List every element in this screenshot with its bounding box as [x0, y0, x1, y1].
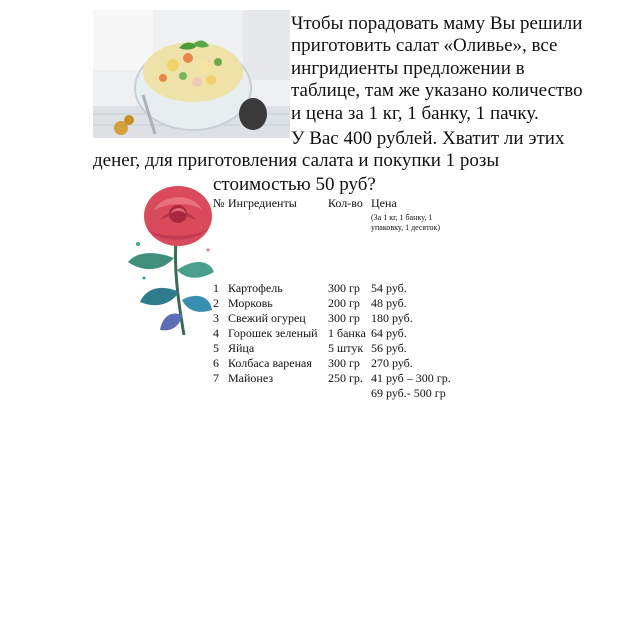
row-name: Картофель [228, 281, 283, 295]
table-row [213, 296, 461, 311]
row-num: 6 [213, 356, 219, 370]
header-price [371, 196, 461, 233]
intro-line: приготовить салат «Оливье», все [291, 35, 558, 56]
table-spacer [213, 233, 461, 281]
row-num: 7 [213, 371, 219, 385]
row-qty: 200 гр [328, 296, 360, 310]
row-price-line: 69 руб.- 500 гр [371, 386, 446, 400]
table-row [213, 341, 461, 356]
header-name: Ингредиенты [228, 196, 297, 210]
intro-line: стоимостью 50 руб? [213, 174, 376, 195]
row-name: Майонез [228, 371, 274, 385]
ingredients-table [213, 196, 461, 401]
row-num: 1 [213, 281, 219, 295]
header-num: № [213, 196, 225, 210]
row-qty: 1 банка [328, 326, 366, 340]
row-price: 54 руб. [371, 281, 407, 295]
intro-line: денег, для приготовления салата и покупки 1 розы [93, 150, 500, 171]
row-price: 48 руб. [371, 296, 407, 310]
row-num: 4 [213, 326, 219, 340]
salad-photo [93, 10, 290, 138]
table-header-row [213, 196, 461, 233]
table-row [213, 356, 461, 371]
intro-line: У Вас 400 рублей. Хватит ли этих [291, 128, 565, 149]
header-price-note: (За 1 кг, 1 банку, 1 упаковку, 1 десяток) [371, 213, 441, 232]
header-price-label: Цена [371, 196, 397, 210]
header-qty: Кол-во [328, 196, 363, 210]
row-qty: 5 штук [328, 341, 364, 355]
row-name: Колбаса вареная [228, 356, 312, 370]
rose-illustration [124, 180, 216, 340]
row-num: 2 [213, 296, 219, 310]
row-price: 56 руб. [371, 341, 407, 355]
row-qty: 300 гр [328, 356, 360, 370]
table-row [213, 281, 461, 296]
row-name: Морковь [228, 296, 273, 310]
row-name: Яйца [228, 341, 255, 355]
intro-line: и цена за 1 кг, 1 банку, 1 пачку. [291, 103, 539, 124]
row-price-line: 41 руб – 300 гр. [371, 371, 451, 385]
row-price: 270 руб. [371, 356, 413, 370]
table-row [213, 311, 461, 326]
table-row [213, 371, 461, 401]
row-qty: 250 гр. [328, 371, 363, 385]
intro-line: ингридиенты предложении в [291, 58, 525, 79]
row-num: 3 [213, 311, 219, 325]
row-name: Свежий огурец [228, 311, 306, 325]
row-name: Горошек зеленый [228, 326, 318, 340]
table-row [213, 326, 461, 341]
row-price: 180 руб. [371, 311, 413, 325]
intro-line: Чтобы порадовать маму Вы решили [291, 13, 583, 34]
row-qty: 300 гр [328, 311, 360, 325]
intro-line: таблице, там же указано количество [291, 80, 583, 101]
row-num: 5 [213, 341, 219, 355]
row-price [371, 371, 461, 401]
row-price: 64 руб. [371, 326, 407, 340]
row-qty: 300 гр [328, 281, 360, 295]
